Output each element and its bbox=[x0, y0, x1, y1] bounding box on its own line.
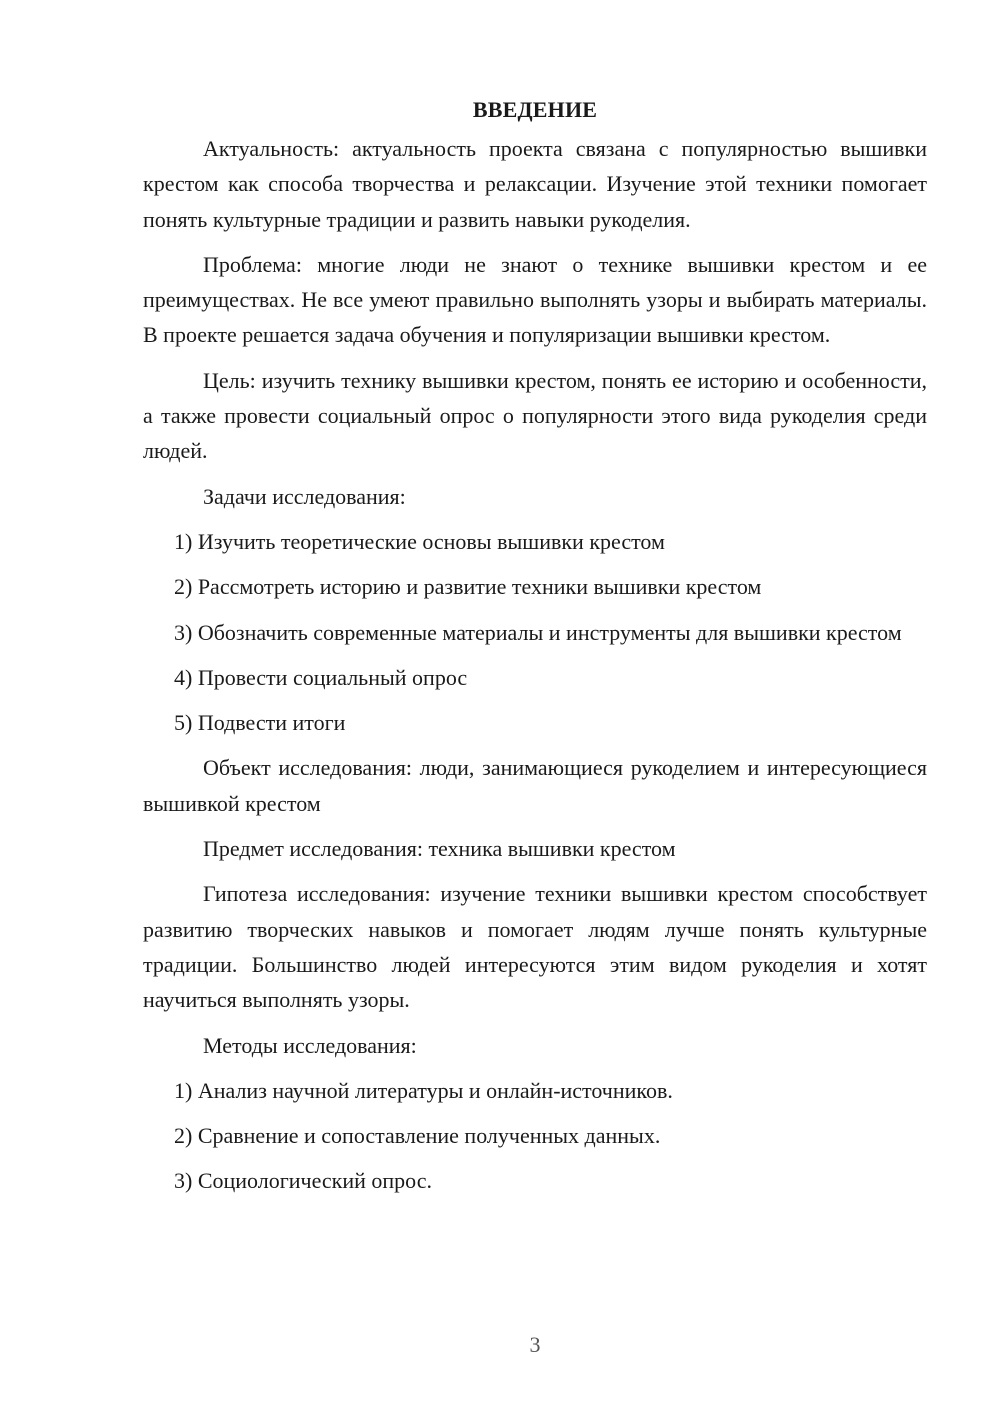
task-item-4: 4) Провести социальный опрос bbox=[174, 664, 468, 690]
relevance-paragraph: Актуальность: актуальность проекта связана с популярностью вышивки крестом как способа творчества и релаксации. Изучение этой техники помогает понять культурные традиции и развить навыки рукоделия. bbox=[143, 136, 927, 232]
tasks-title: Задачи исследования: bbox=[203, 483, 406, 509]
task-item-1: 1) Изучить теоретические основы вышивки крестом bbox=[174, 528, 665, 554]
document-page bbox=[143, 92, 927, 1209]
object-paragraph: Объект исследования: люди, занимающиеся рукоделием и интересующиеся вышивкой крестом bbox=[143, 755, 927, 816]
task-item-5: 5) Подвести итоги bbox=[174, 710, 346, 736]
task-item-2: 2) Рассмотреть историю и развитие техники вышивки крестом bbox=[174, 574, 762, 600]
method-item-2: 2) Сравнение и сопоставление полученных данных. bbox=[174, 1123, 661, 1149]
method-item-1: 1) Анализ научной литературы и онлайн-источников. bbox=[174, 1077, 673, 1103]
hypothesis-paragraph: Гипотеза исследования: изучение техники вышивки крестом способствует развитию творческих навыков и помогает людям лучше понять культурные традиции. Большинство людей интересуются этим видом рукоделия и хотят научиться выполнять узоры. bbox=[143, 881, 927, 1013]
methods-title: Методы исследования: bbox=[203, 1032, 417, 1058]
method-item-3: 3) Социологический опрос. bbox=[174, 1168, 432, 1194]
section-heading: ВВЕДЕНИЕ bbox=[472, 97, 598, 122]
subject-paragraph: Предмет исследования: техника вышивки крестом bbox=[203, 836, 676, 862]
goal-paragraph: Цель: изучить технику вышивки крестом, понять ее историю и особенности, а также провести социальный опрос о популярности этого вида рукоделия среди людей. bbox=[143, 367, 927, 464]
problem-paragraph: Проблема: многие люди не знают о технике вышивки крестом и ее преимуществах. Не все умеют правильно выполнять узоры и выбирать материалы. В проекте решается задача обучения и популяризации вышивки крестом. bbox=[143, 251, 927, 348]
task-item-3: 3) Обозначить современные материалы и инструменты для вышивки крестом bbox=[174, 619, 902, 645]
page-number: 3 bbox=[529, 1332, 541, 1357]
